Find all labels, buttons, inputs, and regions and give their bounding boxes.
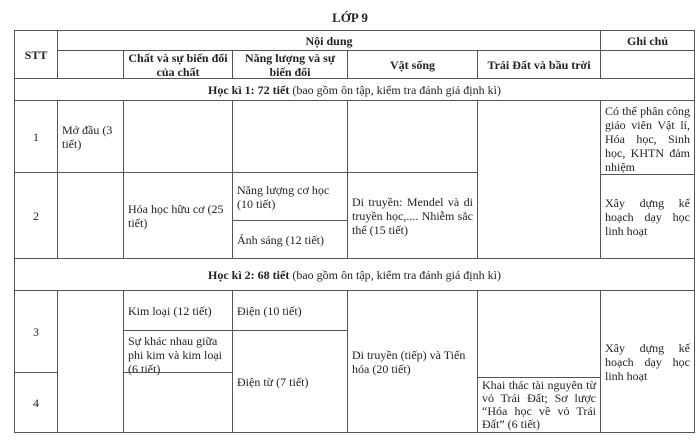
header-col-chat: Chất và sự biến đổi của chất (123, 50, 233, 79)
header-stt: STT (14, 30, 58, 79)
rows-3-4-life: Di truyền (tiếp) và Tiến hóa (20 tiết) (347, 290, 478, 433)
semester-1-label: Học kì 1: 72 tiết (208, 82, 290, 97)
row-4-chem (123, 372, 233, 433)
semester-1-row (14, 78, 695, 101)
row-1-intro: Mở đầu (3 tiết) (57, 100, 124, 173)
semester-1-note: (bao gồm ôn tập, kiểm tra đánh giá định kì) (289, 82, 501, 97)
row-3-stt: 3 (14, 290, 58, 373)
row-2-intro (57, 172, 124, 259)
rows-1-2-earth (477, 100, 601, 259)
row-1-stt: 1 (14, 100, 58, 173)
row-2-energy-2: Ánh sáng (12 tiết) (232, 220, 348, 259)
row-2-energy-1: Năng lượng cơ học (10 tiết) (232, 172, 348, 221)
header-col-trai-dat: Trái Đất và bầu trời (477, 50, 601, 79)
row-4-stt: 4 (14, 372, 58, 433)
row-3-earth (477, 290, 601, 378)
header-note-empty (600, 50, 695, 79)
row-1-chem (123, 100, 233, 173)
rows-3-4-intro (57, 290, 124, 433)
header-col-vat-song: Vật sống (347, 50, 478, 79)
row-1-life (347, 100, 478, 173)
row-2-chem: Hóa học hữu cơ (25 tiết) (123, 172, 233, 259)
page-title: LỚP 9 (332, 10, 368, 25)
row-1-note: Có thể phân công giáo viên Vật lí, Hóa học, Sinh học, KHTN đảm nhiệm (600, 100, 695, 175)
semester-2-row (14, 258, 695, 291)
header-empty (57, 50, 124, 79)
header-noi-dung: Nội dung (57, 30, 601, 51)
row-3-energy-1: Điện (10 tiết) (232, 290, 348, 331)
rows-3-4-note: Xây dựng kế hoạch dạy học linh hoạt (600, 290, 695, 433)
header-col-nang-luong: Năng lượng và sự biến đổi (232, 50, 348, 79)
row-2-stt: 2 (14, 172, 58, 259)
row-4-earth: Khai thác tài nguyên từ vỏ Trái Đất; Sơ lược “Hóa học về vỏ Trái Đất” (6 tiết) (477, 377, 601, 433)
row-3-energy-2: Điện từ (7 tiết) (232, 330, 348, 433)
row-3-chem-1: Kim loại (12 tiết) (123, 290, 233, 331)
row-1-energy (232, 100, 348, 173)
semester-2-note: (bao gồm ôn tập, kiểm tra đánh giá định kì) (289, 267, 501, 282)
row-2-life: Di truyền: Mendel và di truyền học,.... Nhiễm sắc thể (15 tiết) (347, 172, 478, 259)
row-2-note: Xây dựng kế hoạch dạy học linh hoạt (600, 174, 695, 259)
semester-2-label: Học kì 2: 68 tiết (208, 267, 290, 282)
header-ghi-chu: Ghi chú (600, 30, 695, 51)
row-3-chem-2: Sự khác nhau giữa phi kim và kim loại (6 tiết) (123, 330, 233, 373)
